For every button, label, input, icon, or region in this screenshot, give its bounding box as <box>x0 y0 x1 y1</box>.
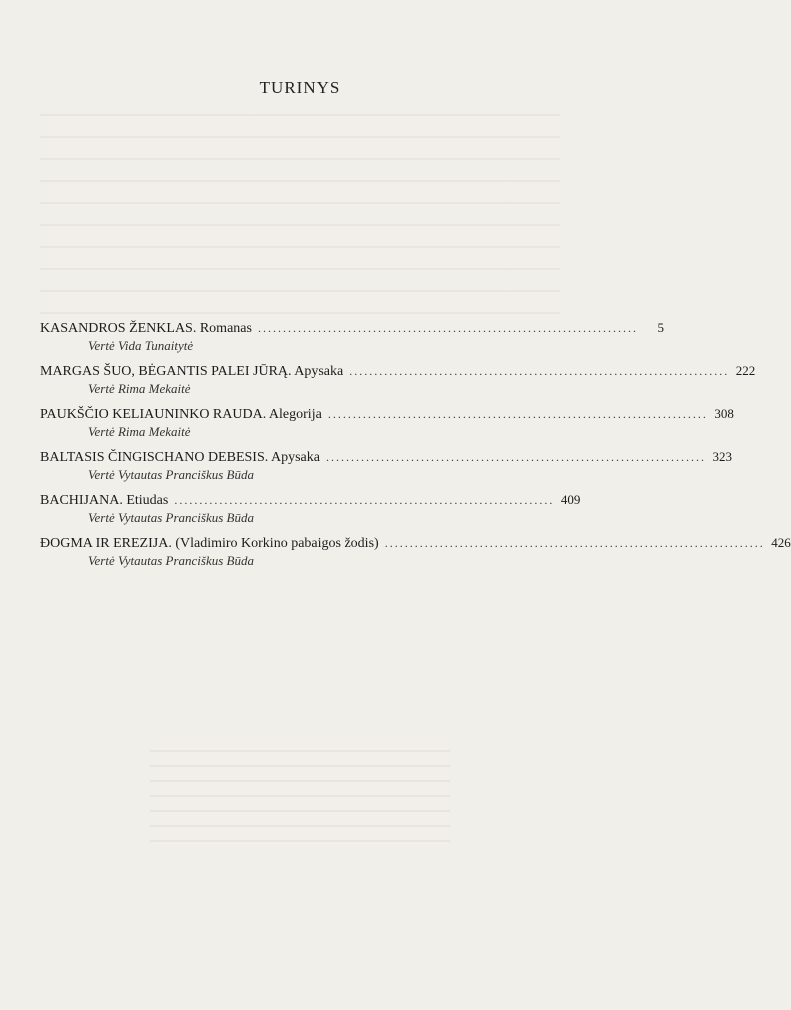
entry-title: MARGAS ŠUO, BĖGANTIS PALEI JŪRĄ. Apysaka <box>40 364 344 379</box>
page-number: 426 <box>771 535 791 550</box>
entry-title: BACHIJANA. Etiudas <box>40 493 169 508</box>
page-number: 409 <box>560 492 581 507</box>
show-through-text <box>40 100 560 330</box>
toc-entry <box>40 447 732 483</box>
page-title: TURINYS <box>259 78 341 97</box>
dot-leader: ............................................................................ <box>325 450 706 464</box>
toc-entry <box>40 361 756 397</box>
toc-entry <box>40 533 791 569</box>
page-number: 222 <box>735 363 756 378</box>
dot-leader: ............................................................................ <box>327 407 708 421</box>
dot-leader: ............................................................................ <box>349 364 730 378</box>
entry-title: PAUKŠČIO KELIAUNINKO RAUDA. Alegorija <box>40 407 322 422</box>
translator: Vertė Vytautas Pranciškus Būda <box>88 553 254 568</box>
entry-title: BALTASIS ČINGISCHANO DEBESIS. Apysaka <box>40 450 320 465</box>
toc-entry <box>40 318 664 354</box>
entry-title: KASANDROS ŽENKLAS. Romanas <box>40 321 252 336</box>
show-through-imprint <box>150 740 450 850</box>
page-number: 308 <box>714 406 734 421</box>
translator: Vertė Rima Mekaitė <box>88 381 191 396</box>
page-number: 323 <box>712 449 732 464</box>
page-number: 5 <box>657 320 664 335</box>
dot-leader: ............................................................................ <box>384 536 765 550</box>
toc-entry <box>40 404 734 440</box>
table-of-contents <box>40 318 791 576</box>
translator: Vertė Vytautas Pranciškus Būda <box>88 467 254 482</box>
entry-title: ĐOGMA IR EREZIJA. (Vladimiro Korkino pabaigos žodis) <box>40 536 379 551</box>
toc-entry <box>40 490 581 526</box>
dot-leader: ............................................................................ <box>174 493 555 507</box>
translator: Vertė Rima Mekaitė <box>88 424 191 439</box>
dot-leader: ............................................................................ <box>257 321 638 335</box>
translator: Vertė Vida Tunaitytė <box>88 338 194 353</box>
translator: Vertė Vytautas Pranciškus Būda <box>88 510 254 525</box>
